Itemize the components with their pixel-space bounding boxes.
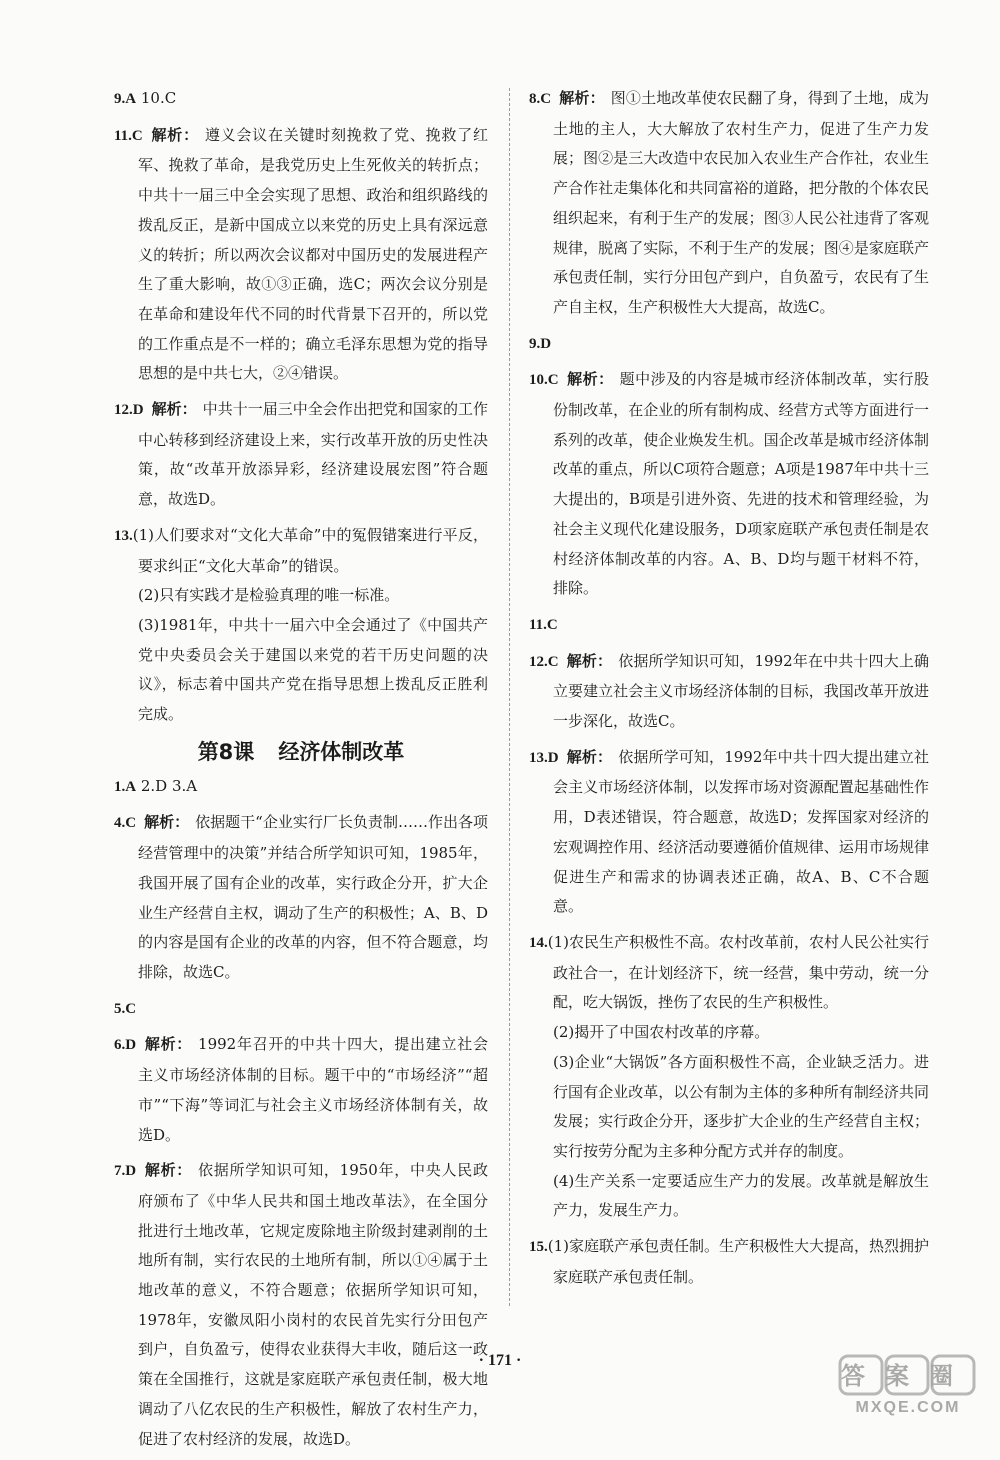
jiexi-label: 解析： <box>566 747 613 766</box>
answer-text: 依据所学可知，1992年中共十四大提出建立社会主义市场经济体制，以发挥市场对资源配置起基础性作用，D表述错误，符合题意，故选D；发挥国家对经济的宏观调控作用、经济活动要遵循价值规律、运用市场规律促进生产和需求的协调表述正确，故A、B、C不合题意。 <box>553 747 929 916</box>
answer-number: 14. <box>529 934 548 951</box>
answer-entry <box>529 928 929 1226</box>
answer-entry <box>529 610 929 641</box>
answer-text: (1)家庭联产承包责任制。生产积极性大大提高，热烈拥护家庭联产承包责任制。 <box>547 1237 930 1286</box>
answer-text-line <box>114 994 488 1025</box>
jiexi-label: 解析： <box>566 370 614 389</box>
column-divider <box>509 88 510 1306</box>
answer-subpart: (3)1981年，中共十一届六中全会通过了《中国共产党中央委员会关于建国以来党的若干历史问题的决议》，标志着中国共产党在指导思想上拨乱反正胜利完成。 <box>138 615 488 724</box>
answer-number: 13. <box>114 527 133 544</box>
answer-text-line <box>114 84 488 115</box>
answer-text-line <box>529 928 929 1018</box>
watermark-logo <box>838 1352 988 1418</box>
answer-entry <box>114 521 488 730</box>
answer-subpart: (2)揭开了中国农村改革的序幕。 <box>553 1023 770 1042</box>
answer-number: 9.D <box>529 335 552 352</box>
answer-text: 依据所学知识可知，1950年，中央人民政府颁布了《中华人民共和国土地改革法》，在全国分批进行土地改革，它规定废除地主阶级封建剥削的土地所有制，实行农民的土地所有制，所以①④属于土地改革的意义，不符合题意；依据所学知识可知，1978年，安徽凤阳小岗村的农民首先实行分田包产到户，自负盈亏，使得农业获得大丰收，随后这一政策在全国推行，这就是家庭联产承包责任制，极大地调动了八亿农民的生产积极性，解放了农村生产力，促进了农村经济的发展，故选D。 <box>138 1161 488 1448</box>
lesson-title: 经济体制改革 <box>278 739 405 764</box>
jiexi-label: 解析： <box>144 1035 193 1054</box>
answer-number: 10.C <box>529 372 559 389</box>
answer-entry <box>114 1030 488 1150</box>
jiexi-label: 解析： <box>151 400 197 419</box>
answer-text-line <box>529 329 929 360</box>
jiexi-label: 解析： <box>566 651 613 670</box>
answer-text: 题中涉及的内容是城市经济体制改革，实行股份制改革，在企业的所有制构成、经营方式等方面进行一系列的改革，使企业焕发生机。国企改革是城市经济体制改革的重点，所以C项符合题意；A项是1987年中共十三大提出的，B项是引进外资、先进的技术和管理经验，为社会主义现代化建设服务，D项家庭联产承包责任制是农村经济体制改革的内容。A、B、D均与题干材料不符，排除。 <box>553 370 929 598</box>
answer-number: 6.D <box>114 1037 137 1054</box>
answer-text: 1992年召开的中共十四大，提出建立社会主义市场经济体制的目标。题干中的“市场经济”“超市”“下海”等词汇与社会主义市场经济体制有关，故选D。 <box>138 1035 488 1144</box>
answer-number: 9.A <box>114 91 137 107</box>
answer-text: 依据所学知识可知，1992年在中共十四大上确立要建立社会主义市场经济体制的目标，我国改革开放进一步深化，故选C。 <box>553 651 929 731</box>
answer-entry <box>529 84 929 323</box>
answer-text-line <box>114 1030 488 1150</box>
answer-entry <box>114 395 488 515</box>
answer-entry <box>114 121 488 389</box>
page-number: · 171 · <box>478 1352 522 1369</box>
answer-text: 遵义会议在关键时刻挽救了党、挽救了红军、挽救了革命，是我党历史上生死攸关的转折点；中共十一届三中全会实现了思想、政治和组织路线的拨乱反正，是新中国成立以来党的历史上具有深远意义的转折；所以两次会议都对中国历史的发展进程产生了重大影响，故①③正确，选C；两次会议分别是在革命和建设年代不同的时代背景下召开的，所以党的工作重点是不一样的；确立毛泽东思想为党的指导思想的是中共七大，②④错误。 <box>138 125 488 383</box>
answer-text: 依据题干“企业实行厂长负责制……作出各项经营管理中的决策”并结合所学知识可知，1985年，我国开展了国有企业的改革，实行政企分开，扩大企业生产经营自主权，调动了生产的积极性；A、B、D的内容是国有企业的改革的内容，但不符合题意，均排除，故选C。 <box>138 813 488 981</box>
jiexi-label: 解析： <box>559 89 605 107</box>
answer-text-line <box>529 647 929 737</box>
answer-number: 15. <box>529 1239 548 1256</box>
answer-text: 10.C <box>136 89 177 107</box>
answer-text-line <box>529 743 929 922</box>
answer-number: 8.C <box>529 91 552 107</box>
answer-entry <box>114 994 488 1025</box>
answer-entry <box>529 365 929 604</box>
answer-subpart: (4)生产关系一定要适应生产力的发展。改革就是解放生产力，发展生产力。 <box>553 1171 929 1220</box>
answer-entry <box>529 329 929 360</box>
answer-number: 5.C <box>114 1000 137 1017</box>
answer-number: 13.D <box>529 749 559 766</box>
answer-text-line <box>529 1232 929 1292</box>
answer-entry <box>114 808 488 987</box>
right-column <box>529 84 929 1298</box>
answer-text: 图①土地改革使农民翻了身，得到了土地，成为土地的主人，大大解放了农村生产力，促进了生产力发展；图②是三大改造中农民加入农业生产合作社，农业生产合作社走集体化和共同富裕的道路，把分散的个体农民组织起来，有利于生产的发展；图③人民公社违背了客观规律，脱离了实际，不利于生产的发展；图④是家庭联产承包责任制，实行分田包产到户，自负盈亏，农民有了生产自主权，生产积极性大大提高，故选C。 <box>553 89 929 316</box>
answer-number: 4.C <box>114 815 137 832</box>
answer-number: 12.D <box>114 402 144 419</box>
lesson-number: 第8课 <box>197 739 255 764</box>
answer-text-line <box>529 84 929 323</box>
answer-text-line <box>114 521 488 581</box>
answer-entry <box>529 743 929 922</box>
watermark-url: MXQE.COM <box>855 1399 961 1416</box>
answer-number: 12.C <box>529 653 559 670</box>
answer-entry <box>529 647 929 737</box>
answer-text: (1)农民生产积极性不高。农村改革前，农村人民公社实行政社合一，在计划经济下，统一经营，集中劳动，统一分配，吃大锅饭，挫伤了农民的生产积极性。 <box>547 932 930 1012</box>
jiexi-label: 解析： <box>144 813 190 832</box>
answer-text: 2.D 3.A <box>136 776 198 795</box>
answer-entry <box>114 772 488 803</box>
answer-subpart: (3)企业“大锅饭”各方面积极性不高，企业缺乏活力。进行国有企业改革，以公有制为主体的多种所有制经济共同发展；实行政企分开，逐步扩大企业的生产经营自主权；实行按劳分配为主多种分配方式并存的制度。 <box>553 1052 929 1160</box>
answer-text-line <box>114 808 488 987</box>
answer-text-line <box>114 1156 488 1454</box>
answer-number: 11.C <box>529 616 558 633</box>
watermark-text: 答案圈 <box>841 1362 973 1390</box>
answer-number: 7.D <box>114 1163 137 1180</box>
answer-text: 中共十一届三中全会作出把党和国家的工作中心转移到经济建设上来，实行改革开放的历史性决策，故“改革开放添异彩，经济建设展宏图”符合题意，故选D。 <box>138 400 488 509</box>
answer-text-line <box>529 610 929 641</box>
answer-entry <box>114 84 488 115</box>
lesson-heading <box>114 736 488 768</box>
answer-text-line <box>529 365 929 604</box>
answer-text-line <box>114 395 488 515</box>
answer-text: (1)人们要求对“文化大革命”中的冤假错案进行平反，要求纠正“文化大革命”的错误。 <box>132 525 488 575</box>
jiexi-label: 解析： <box>150 125 199 144</box>
answer-text-line <box>114 121 488 389</box>
answer-text-line <box>114 772 488 803</box>
jiexi-label: 解析： <box>144 1161 193 1180</box>
answer-subpart: (2)只有实践才是检验真理的唯一标准。 <box>138 586 400 605</box>
answer-number: 1.A <box>114 778 137 795</box>
answer-entry <box>529 1232 929 1292</box>
left-column <box>114 84 488 1460</box>
answer-entry <box>114 1156 488 1454</box>
answer-number: 11.C <box>114 127 143 144</box>
